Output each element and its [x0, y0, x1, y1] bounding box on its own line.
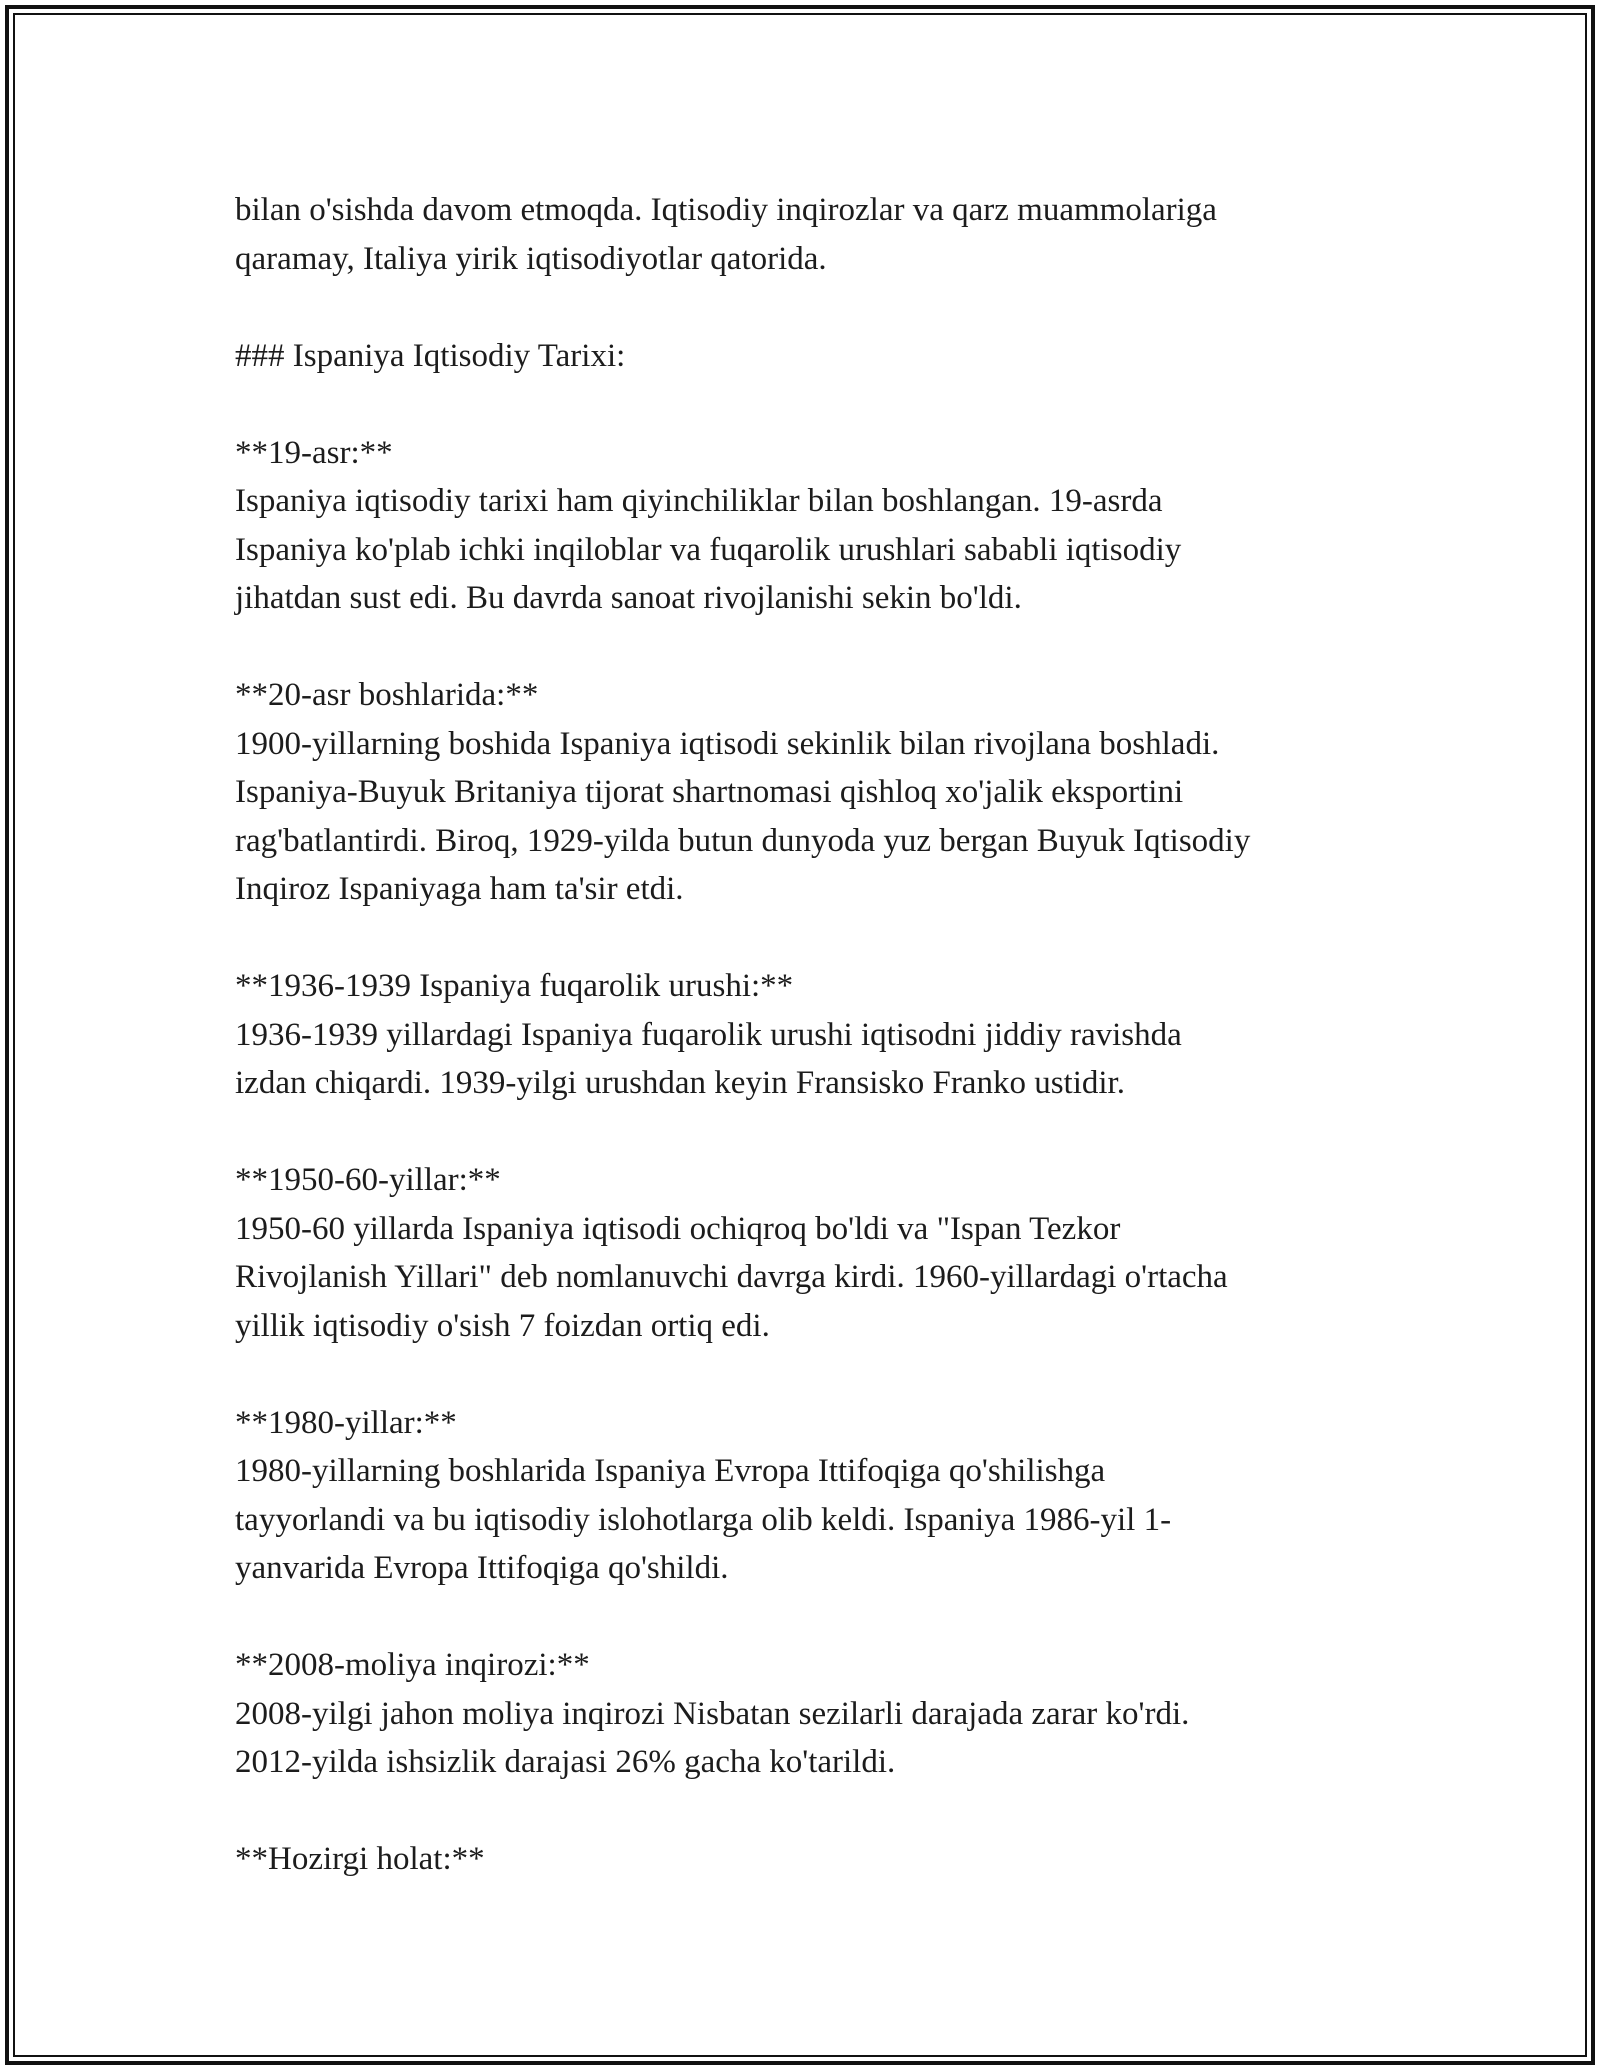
- section-title: **1936-1939 Ispaniya fuqarolik urushi:**: [235, 968, 794, 1004]
- spacer: [235, 283, 1385, 332]
- spacer: [235, 1108, 1385, 1157]
- paragraph-line: Ispaniya-Buyuk Britaniya tijorat shartnomasi qishloq xo'jalik eksportini: [235, 774, 1184, 810]
- paragraph-line: 2012-yilda ishsizlik darajasi 26% gacha ko'tarildi.: [235, 1744, 896, 1780]
- paragraph-line: Inqiroz Ispaniyaga ham ta'sir etdi.: [235, 871, 684, 907]
- paragraph-line: izdan chiqardi. 1939-yilgi urushdan keyin Fransisko Franko ustidir.: [235, 1065, 1125, 1101]
- paragraph-line: jihatdan sust edi. Bu davrda sanoat rivojlanishi sekin bo'ldi.: [235, 580, 1022, 616]
- spacer: [235, 623, 1385, 672]
- section-title: **20-asr boshlarida:**: [235, 677, 539, 713]
- intro-line: qaramay, Italiya yirik iqtisodiyotlar qatorida.: [235, 240, 827, 277]
- spacer: [235, 1350, 1385, 1399]
- paragraph-line: Ispaniya iqtisodiy tarixi ham qiyinchiliklar bilan boshlangan. 19-asrda: [235, 483, 1163, 519]
- intro-line: bilan o'sishda davom etmoqda. Iqtisodiy inqirozlar va qarz muammolariga: [235, 192, 1217, 228]
- paragraph-line: tayyorlandi va bu iqtisodiy islohotlarga olib keldi. Ispaniya 1986-yil 1-: [235, 1501, 1172, 1538]
- section-title: **1980-yillar:**: [235, 1404, 457, 1441]
- paragraph-line: rag'batlantirdi. Biroq, 1929-yilda butun dunyoda yuz bergan Buyuk Iqtisodiy: [235, 822, 1251, 859]
- paragraph-line: 1900-yillarning boshida Ispaniya iqtisodi sekinlik bilan rivojlana boshladi.: [235, 725, 1220, 762]
- spacer: [235, 380, 1385, 429]
- paragraph-line: Rivojlanish Yillari" deb nomlanuvchi davrga kirdi. 1960-yillardagi o'rtacha: [235, 1259, 1228, 1295]
- section-title: **2008-moliya inqirozi:**: [235, 1647, 590, 1683]
- spacer: [235, 1593, 1385, 1642]
- section-title: **Hozirgi holat:**: [235, 1841, 485, 1877]
- paragraph-line: 1936-1939 yillardagi Ispaniya fuqarolik urushi iqtisodni jiddiy ravishda: [235, 1016, 1182, 1053]
- document-body: [235, 186, 1385, 1884]
- paragraph-line: 2008-yilgi jahon moliya inqirozi Nisbatan sezilarli darajada zarar ko'rdi.: [235, 1695, 1190, 1732]
- section-heading: ### Ispaniya Iqtisodiy Tarixi:: [235, 337, 626, 374]
- paragraph-line: yillik iqtisodiy o'sish 7 foizdan ortiq edi.: [235, 1307, 770, 1344]
- spacer: [235, 1787, 1385, 1836]
- section-title: **1950-60-yillar:**: [235, 1162, 501, 1198]
- section-title: **19-asr:**: [235, 434, 393, 471]
- paragraph-line: yanvarida Evropa Ittifoqiga qo'shildi.: [235, 1550, 729, 1586]
- paragraph-line: 1950-60 yillarda Ispaniya iqtisodi ochiqroq bo'ldi va "Ispan Tezkor: [235, 1210, 1121, 1247]
- paragraph-line: 1980-yillarning boshlarida Ispaniya Evropa Ittifoqiga qo'shilishga: [235, 1453, 1106, 1489]
- spacer: [235, 914, 1385, 963]
- paragraph-line: Ispaniya ko'plab ichki inqiloblar va fuqarolik urushlari sababli iqtisodiy: [235, 531, 1182, 568]
